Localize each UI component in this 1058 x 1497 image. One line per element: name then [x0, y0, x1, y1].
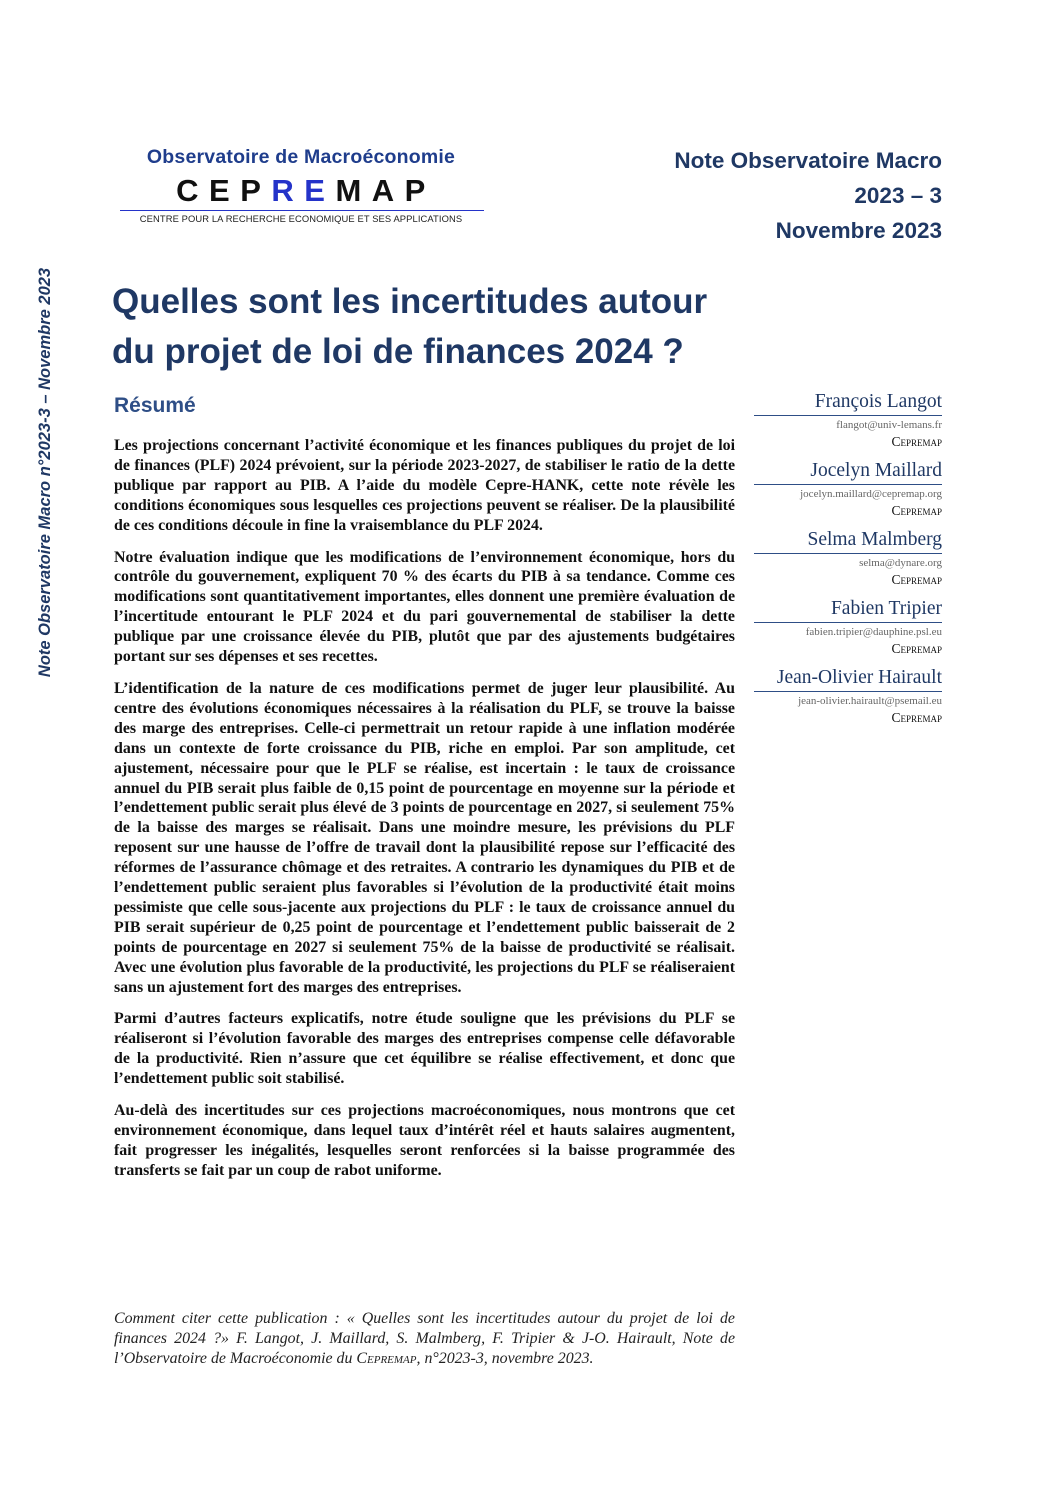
author-affiliation: Cepremap — [891, 572, 942, 587]
resume-heading: Résumé — [114, 394, 196, 417]
note-header — [674, 143, 942, 248]
citation — [114, 1309, 735, 1369]
author-affiliation: Cepremap — [891, 434, 942, 449]
logo-brand-highlight: RE — [271, 173, 336, 208]
author-email[interactable]: jocelyn.maillard@cepremap.org — [800, 488, 942, 500]
author-name: François Langot — [754, 390, 942, 416]
note-date: Novembre 2023 — [775, 218, 942, 243]
author-name: Jocelyn Maillard — [754, 459, 942, 485]
author-email[interactable]: flangot@univ-lemans.fr — [836, 419, 942, 431]
citation-tail: , n°2023-3, novembre 2023. — [416, 1349, 594, 1367]
logo-brand-pre: CEP — [176, 173, 272, 208]
author-affiliation: Cepremap — [891, 710, 942, 725]
author-affiliation: Cepremap — [891, 641, 942, 656]
author-block — [754, 459, 942, 520]
abstract — [114, 436, 735, 1193]
logo-brand-post: MAP — [335, 173, 436, 208]
sidebar-note-label — [30, 232, 62, 712]
author-name: Jean-Olivier Hairault — [754, 666, 942, 692]
sidebar-note-text: Note Observatoire Macro n°2023-3 – Novembre 2023 — [36, 267, 55, 677]
citation-org: Cepremap — [356, 1349, 417, 1367]
author-affiliation: Cepremap — [891, 503, 942, 518]
abstract-paragraph-1: Les projections concernant l’activité économique et les finances publiques du projet de loi de finances (PLF) 2024 prévoient, sur la période 2023-2027, de stabiliser le ratio de la dette publique par rapport au PIB. A l’aide du modèle Cepre-HANK, cette note révèle les conditions économiques sous lesquelles ces projections peuvent se réaliser. De la plausibilité de ces conditions découle in fine la vraisemblance du PLF 2024. — [114, 437, 735, 534]
abstract-paragraph-5: Au-delà des incertitudes sur ces projections macroéconomiques, nous montrons que cet environnement économique, dans lequel taux d’intérêt réel et hauts salaires augmentent, fait progresser les inégalités, lesquelles seront renforcées si la baisse programmée des transferts se fait par un coup de rabot uniforme. — [114, 1102, 735, 1179]
author-name: Selma Malmberg — [754, 528, 942, 554]
author-block — [754, 666, 942, 727]
title-line-1: Quelles sont les incertitudes autour — [112, 282, 708, 321]
abstract-paragraph-4: Parmi d’autres facteurs explicatifs, notre étude souligne que les prévisions du PLF se réaliseront si l’évolution favorable des marges des entreprises compense celle défavorable de la productivité. Rien n’assure que cet équilibre se réalise effectivement, et donc que l’endettement public soit stabilisé. — [114, 1010, 735, 1088]
abstract-paragraph-3: L’identification de la nature de ces modifications permet de juger leur plausibilité. Au centre des évolutions économiques nécessaires à la réalisation du PLF, se trouve la baisse des marge des entreprises. Celle-ci permettrait un retour rapide à une inflation modérée dans un contexte de forte croissance du PIB, riche en emploi. Par son amplitude, cet ajustement, nécessaire pour que le PLF se réalise, est incertain : le taux de croissance annuel du PIB serait plus faible de 0,15 point de pourcentage en moyenne sur la période et l’endettement public serait plus élevé de 3 points de pourcentage en 2027, si seulement 75% de la baisse des marges se réalisait. Dans une moindre mesure, les prévisions du PLF reposent sur une hausse de l’offre de travail dont la plausibilité repose sur l’efficacité des réformes de l’assurance chômage et des retraites. A contrario les dynamiques du PIB et de l’endettement public seraient plus favorables si l’évolution de la productivité était moins pessimiste que celle sous-jacente aux projections du PLF : le taux de croissance annuel du PIB serait supérieur de 0,25 point de pourcentage et l’endettement public baisserait de 2 points de pourcentage en 2027 si seulement 75% de la baisse de productivité se réalisait. Avec une évolution plus favorable de la productivité, les projections du PLF se réaliseraient sans un ajustement fort des marges des entreprises. — [114, 679, 735, 996]
author-list — [754, 390, 942, 735]
author-email[interactable]: selma@dynare.org — [859, 557, 942, 569]
abstract-paragraph-2: Notre évaluation indique que les modifications de l’environnement économique, hors du contrôle du gouvernement, expliquent 70 % des écarts du PIB à sa tendance. Comme ces modifications sont quantitativement importantes, elles donnent une première évaluation de l’incertitude entourant le PLF 2024 et du pari gouvernemental de stabiliser la dette publique par une croissance élevée du PIB, plutôt que par des ajustements budgétaires portant sur ses dépenses et ses recettes. — [114, 548, 735, 666]
author-block — [754, 528, 942, 589]
note-series: Note Observatoire Macro — [674, 148, 942, 173]
cepremap-logo — [118, 146, 484, 224]
author-block — [754, 390, 942, 451]
author-email[interactable]: jean-olivier.hairault@psemail.eu — [798, 695, 942, 707]
author-email[interactable]: fabien.tripier@dauphine.psl.eu — [805, 626, 942, 638]
author-block — [754, 597, 942, 658]
author-name: Fabien Tripier — [754, 597, 942, 623]
logo-brand — [118, 173, 484, 209]
logo-rule — [120, 210, 484, 211]
citation-text: Comment citer cette publication : « Quelles sont les incertitudes autour du projet de loi de finances 2024 ?» F. Langot, J. Maillard, S. Malmberg, F. Tripier & J-O. Hairault, Note de l’Observatoire de Macroéconomie du — [114, 1310, 735, 1367]
title-line-2: du projet de loi de finances 2024 ? — [112, 332, 684, 371]
note-number: 2023 – 3 — [854, 183, 942, 208]
logo-observatoire: Observatoire de Macroéconomie — [146, 146, 456, 168]
logo-tagline: CENTRE POUR LA RECHERCHE ECONOMIQUE ET SES APPLICATIONS — [139, 213, 463, 224]
page-title — [112, 277, 832, 377]
